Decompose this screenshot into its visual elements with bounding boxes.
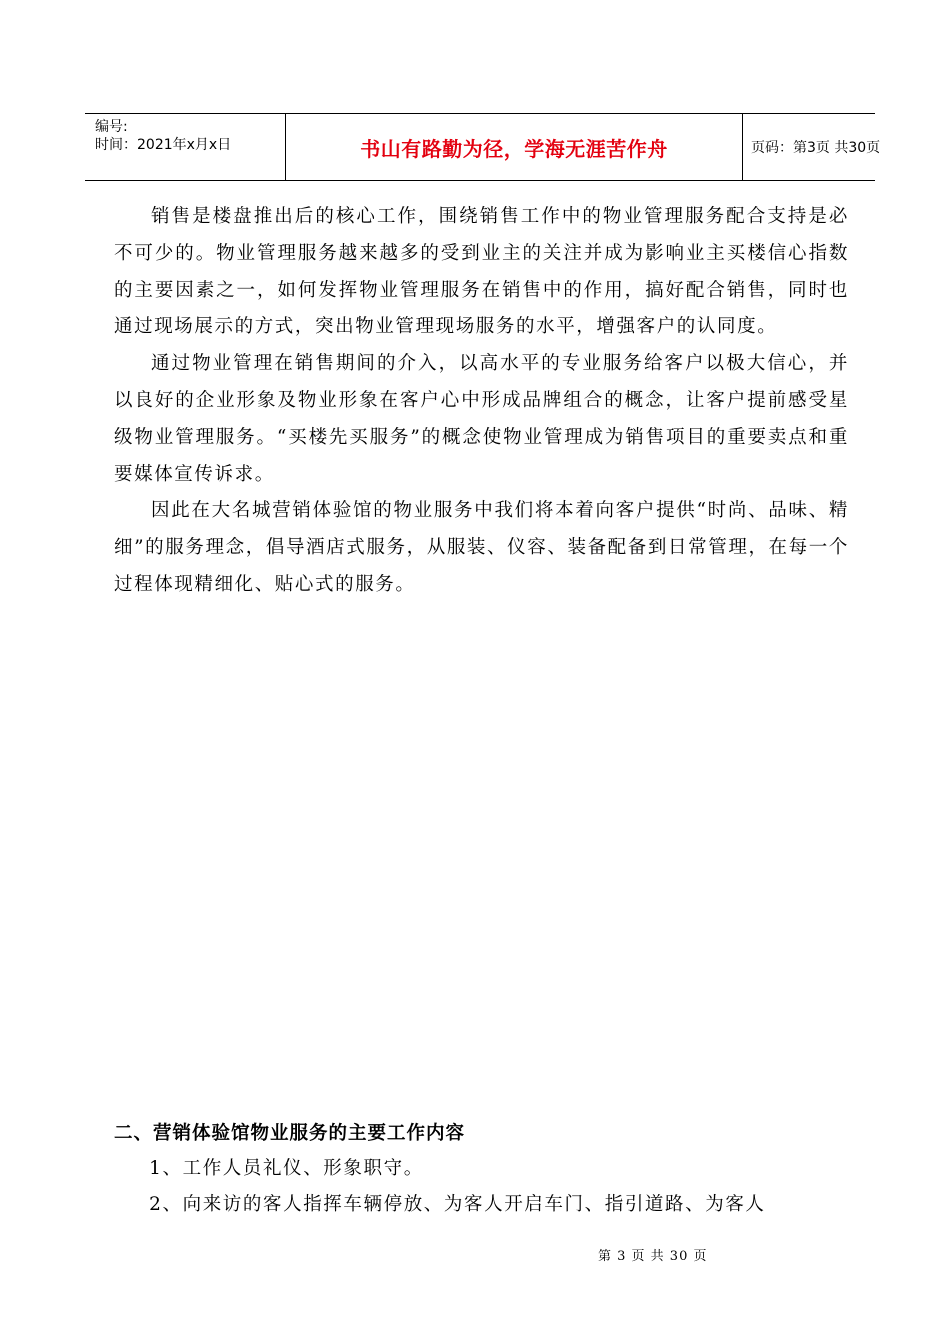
paragraph: 通过物业管理在销售期间的介入，以高水平的专业服务给客户以极大信心，并以良好的企业形象及物业形象在客户心中形成品牌组合的概念，让客户提前感受星级物业管理服务。“买楼先买服务”的概念使物业管理成为销售项目的重要卖点和重要媒体宣传诉求。 bbox=[114, 353, 849, 485]
document-number-label: 编号: bbox=[95, 119, 128, 135]
paragraph: 因此在大名城营销体验馆的物业服务中我们将本着向客户提供“时尚、品味、精细”的服务理念，倡导酒店式服务，从服装、仪容、装备配备到日常管理，在每一个过程体现精细化、贴心式的服务。 bbox=[114, 500, 849, 595]
paragraph: 销售是楼盘推出后的核心工作，围绕销售工作中的物业管理服务配合支持是必不可少的。物业管理服务越来越多的受到业主的关注并成为影响业主买楼信心指数的主要因素之一，如何发挥物业管理服务在销售中的作用，搞好配合销售，同时也通过现场展示的方式，突出物业管理现场服务的水平，增强客户的认同度。 bbox=[114, 206, 849, 338]
header-motto: 书山有路勤为径，学海无涯苦作舟 bbox=[360, 136, 668, 161]
footer-page-number: 第 3 页 共 30 页 bbox=[598, 1249, 708, 1264]
header-page-cell bbox=[743, 114, 881, 180]
section-title: 二、营销体验馆物业服务的主要工作内容 bbox=[114, 1123, 466, 1144]
section-main-work bbox=[114, 1117, 854, 1223]
document-header bbox=[85, 113, 881, 181]
list-item: 1、工作人员礼仪、形象职守。 bbox=[149, 1158, 424, 1179]
body-text bbox=[114, 199, 849, 604]
header-meta-cell bbox=[85, 114, 285, 180]
list-item: 2、向来访的客人指挥车辆停放、为客人开启车门、指引道路、为客人 bbox=[149, 1194, 766, 1215]
header-page-info: 页码：第3页 共30页 bbox=[751, 140, 881, 156]
header-motto-cell bbox=[285, 114, 743, 180]
document-time-label: 时间：2021年x月x日 bbox=[95, 137, 232, 153]
